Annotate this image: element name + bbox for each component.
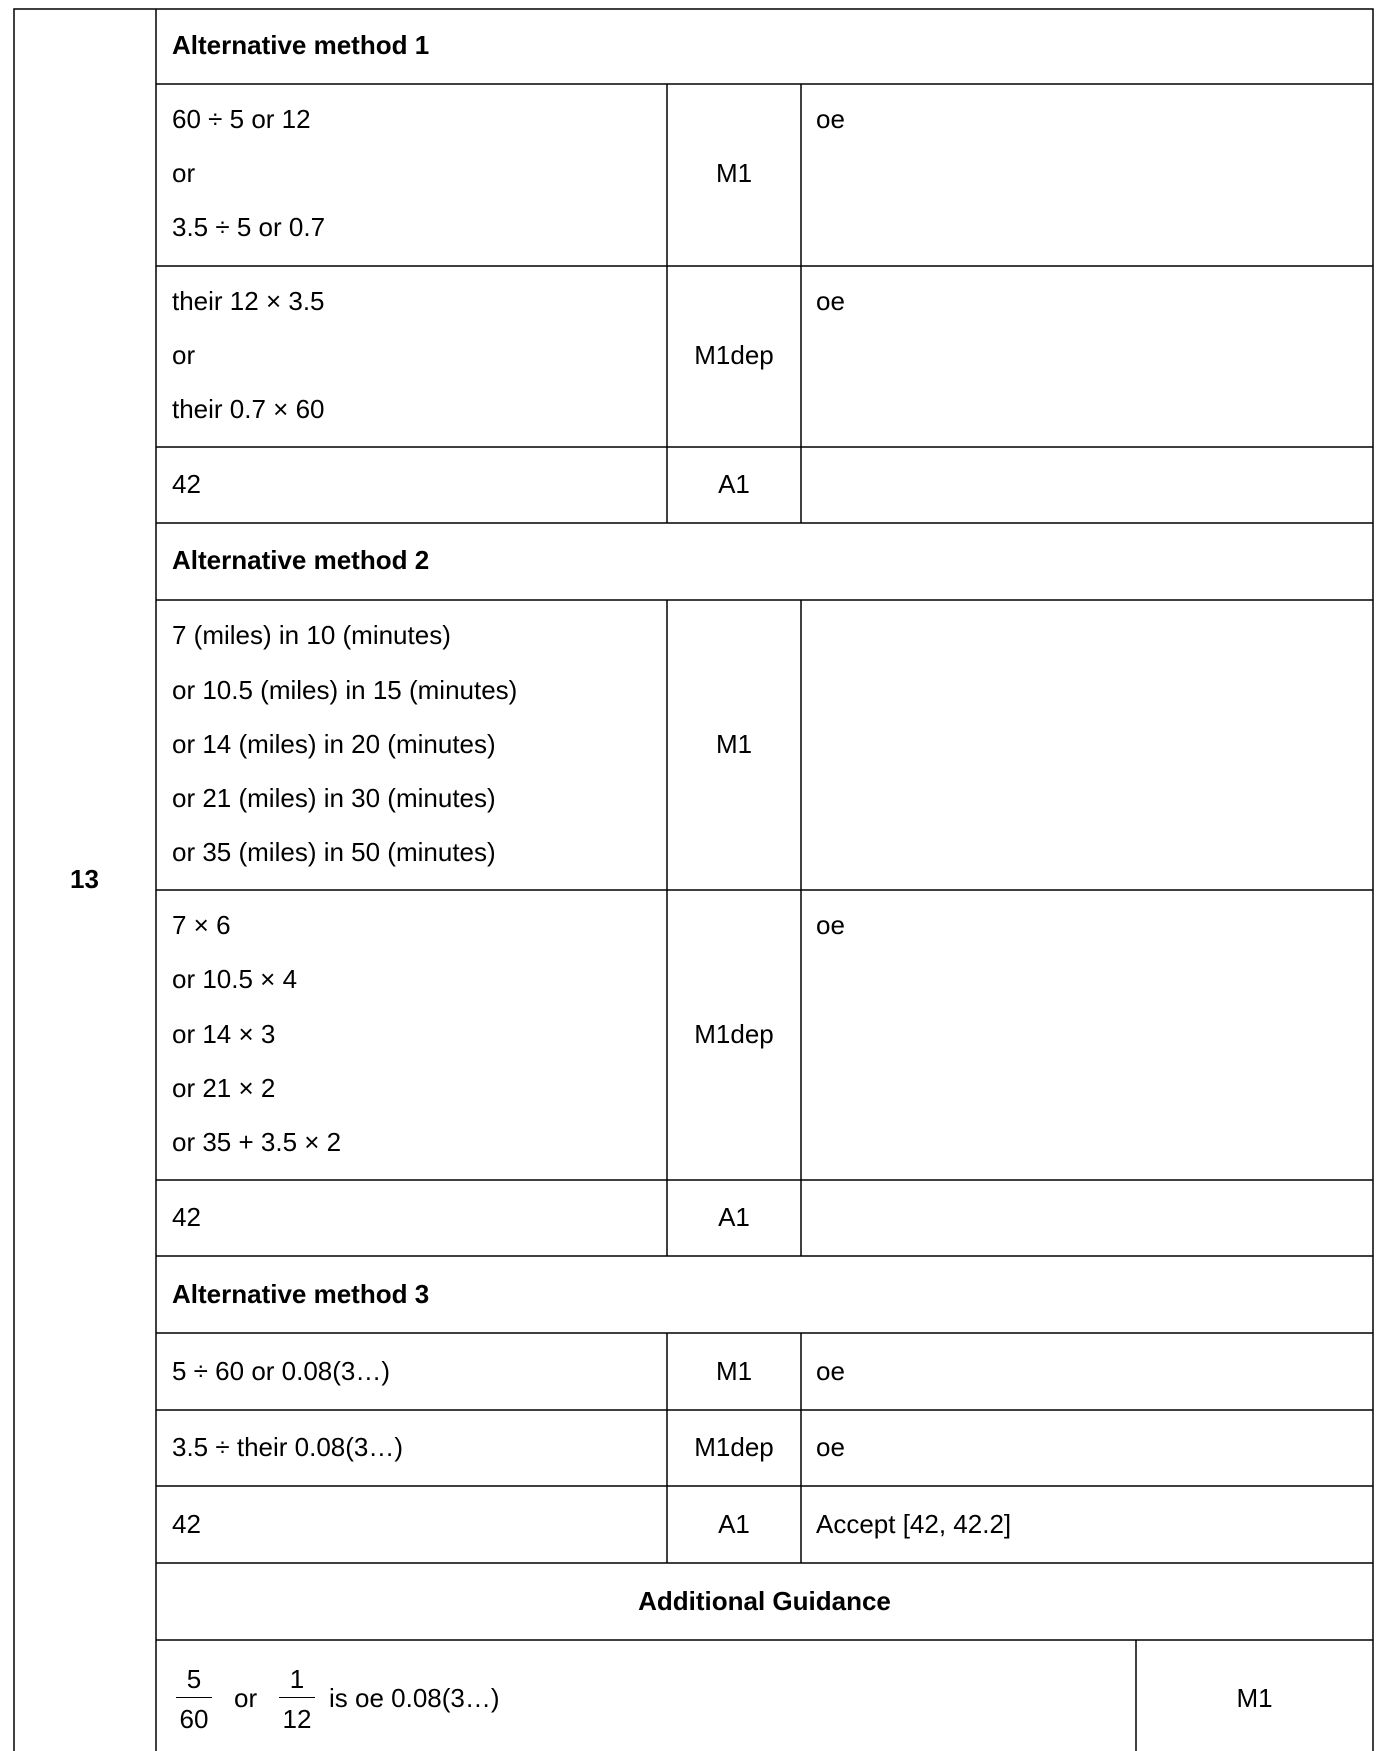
method2-heading: Alternative method 2	[172, 545, 430, 575]
method1-row3-answer: 42	[172, 469, 201, 499]
method2-row1-line1: 7 (miles) in 10 (minutes)	[172, 620, 451, 650]
method2-row2-line2: or 10.5 × 4	[172, 964, 298, 994]
method3-row2-working: 3.5 ÷ their 0.08(3…)	[172, 1432, 404, 1462]
method3-row1-mark: M1	[715, 1356, 753, 1386]
method3-heading: Alternative method 3	[172, 1279, 430, 1309]
method3-row3-answer: 42	[172, 1509, 201, 1539]
method3-row1-working: 5 ÷ 60 or 0.08(3…)	[172, 1356, 391, 1386]
method2-row3-answer: 42	[172, 1202, 201, 1232]
method3-row2-mark: M1dep	[694, 1432, 774, 1462]
method1-row3-mark: A1	[718, 469, 750, 499]
method3-row3-comment: Accept [42, 42.2]	[816, 1509, 1012, 1539]
method2-row2-line1: 7 × 6	[172, 910, 231, 940]
method3-row3-mark: A1	[718, 1509, 750, 1539]
method2-row2-comment: oe	[816, 910, 845, 940]
method1-heading: Alternative method 1	[172, 30, 430, 60]
fraction-bar	[176, 1697, 212, 1698]
guidance-rest-text: is oe 0.08(3…)	[329, 1683, 500, 1713]
method2-row1-line4: or 21 (miles) in 30 (minutes)	[172, 783, 496, 813]
method1-row2-line2: or	[172, 340, 196, 370]
method2-row3-mark: A1	[718, 1202, 750, 1232]
method1-row1-line2: or	[172, 158, 196, 188]
method3-row2-comment: oe	[816, 1432, 845, 1462]
fraction-denominator: 12	[282, 1704, 312, 1734]
method2-row1-mark: M1	[715, 729, 753, 759]
method2-row1-line2: or 10.5 (miles) in 15 (minutes)	[172, 675, 518, 705]
method2-row1-line5: or 35 (miles) in 50 (minutes)	[172, 837, 496, 867]
guidance-mark: M1	[1236, 1683, 1273, 1713]
method1-row1-mark: M1	[715, 158, 753, 188]
method1-row2-mark: M1dep	[694, 340, 774, 370]
method2-row2-mark: M1dep	[694, 1019, 774, 1049]
method2-row2-line3: or 14 × 3	[172, 1019, 276, 1049]
guidance-or: or	[234, 1683, 258, 1713]
method2-row2-line4: or 21 × 2	[172, 1073, 276, 1103]
method1-row1-line1: 60 ÷ 5 or 12	[172, 104, 311, 134]
method3-row1-comment: oe	[816, 1356, 845, 1386]
method2-row2-line5: or 35 + 3.5 × 2	[172, 1127, 342, 1157]
method1-row2-line1: their 12 × 3.5	[172, 286, 325, 316]
method1-row1-comment: oe	[816, 104, 845, 134]
method1-row2-line3: their 0.7 × 60	[172, 394, 325, 424]
method1-row1-line3: 3.5 ÷ 5 or 0.7	[172, 212, 326, 242]
fraction-bar	[279, 1697, 315, 1698]
fraction-numerator: 1	[289, 1664, 305, 1694]
method1-row2-comment: oe	[816, 286, 845, 316]
guidance-heading: Additional Guidance	[638, 1586, 891, 1616]
fraction-denominator: 60	[179, 1704, 209, 1734]
question-number: 13	[70, 864, 99, 894]
method2-row1-line3: or 14 (miles) in 20 (minutes)	[172, 729, 496, 759]
fraction-numerator: 5	[186, 1664, 202, 1694]
